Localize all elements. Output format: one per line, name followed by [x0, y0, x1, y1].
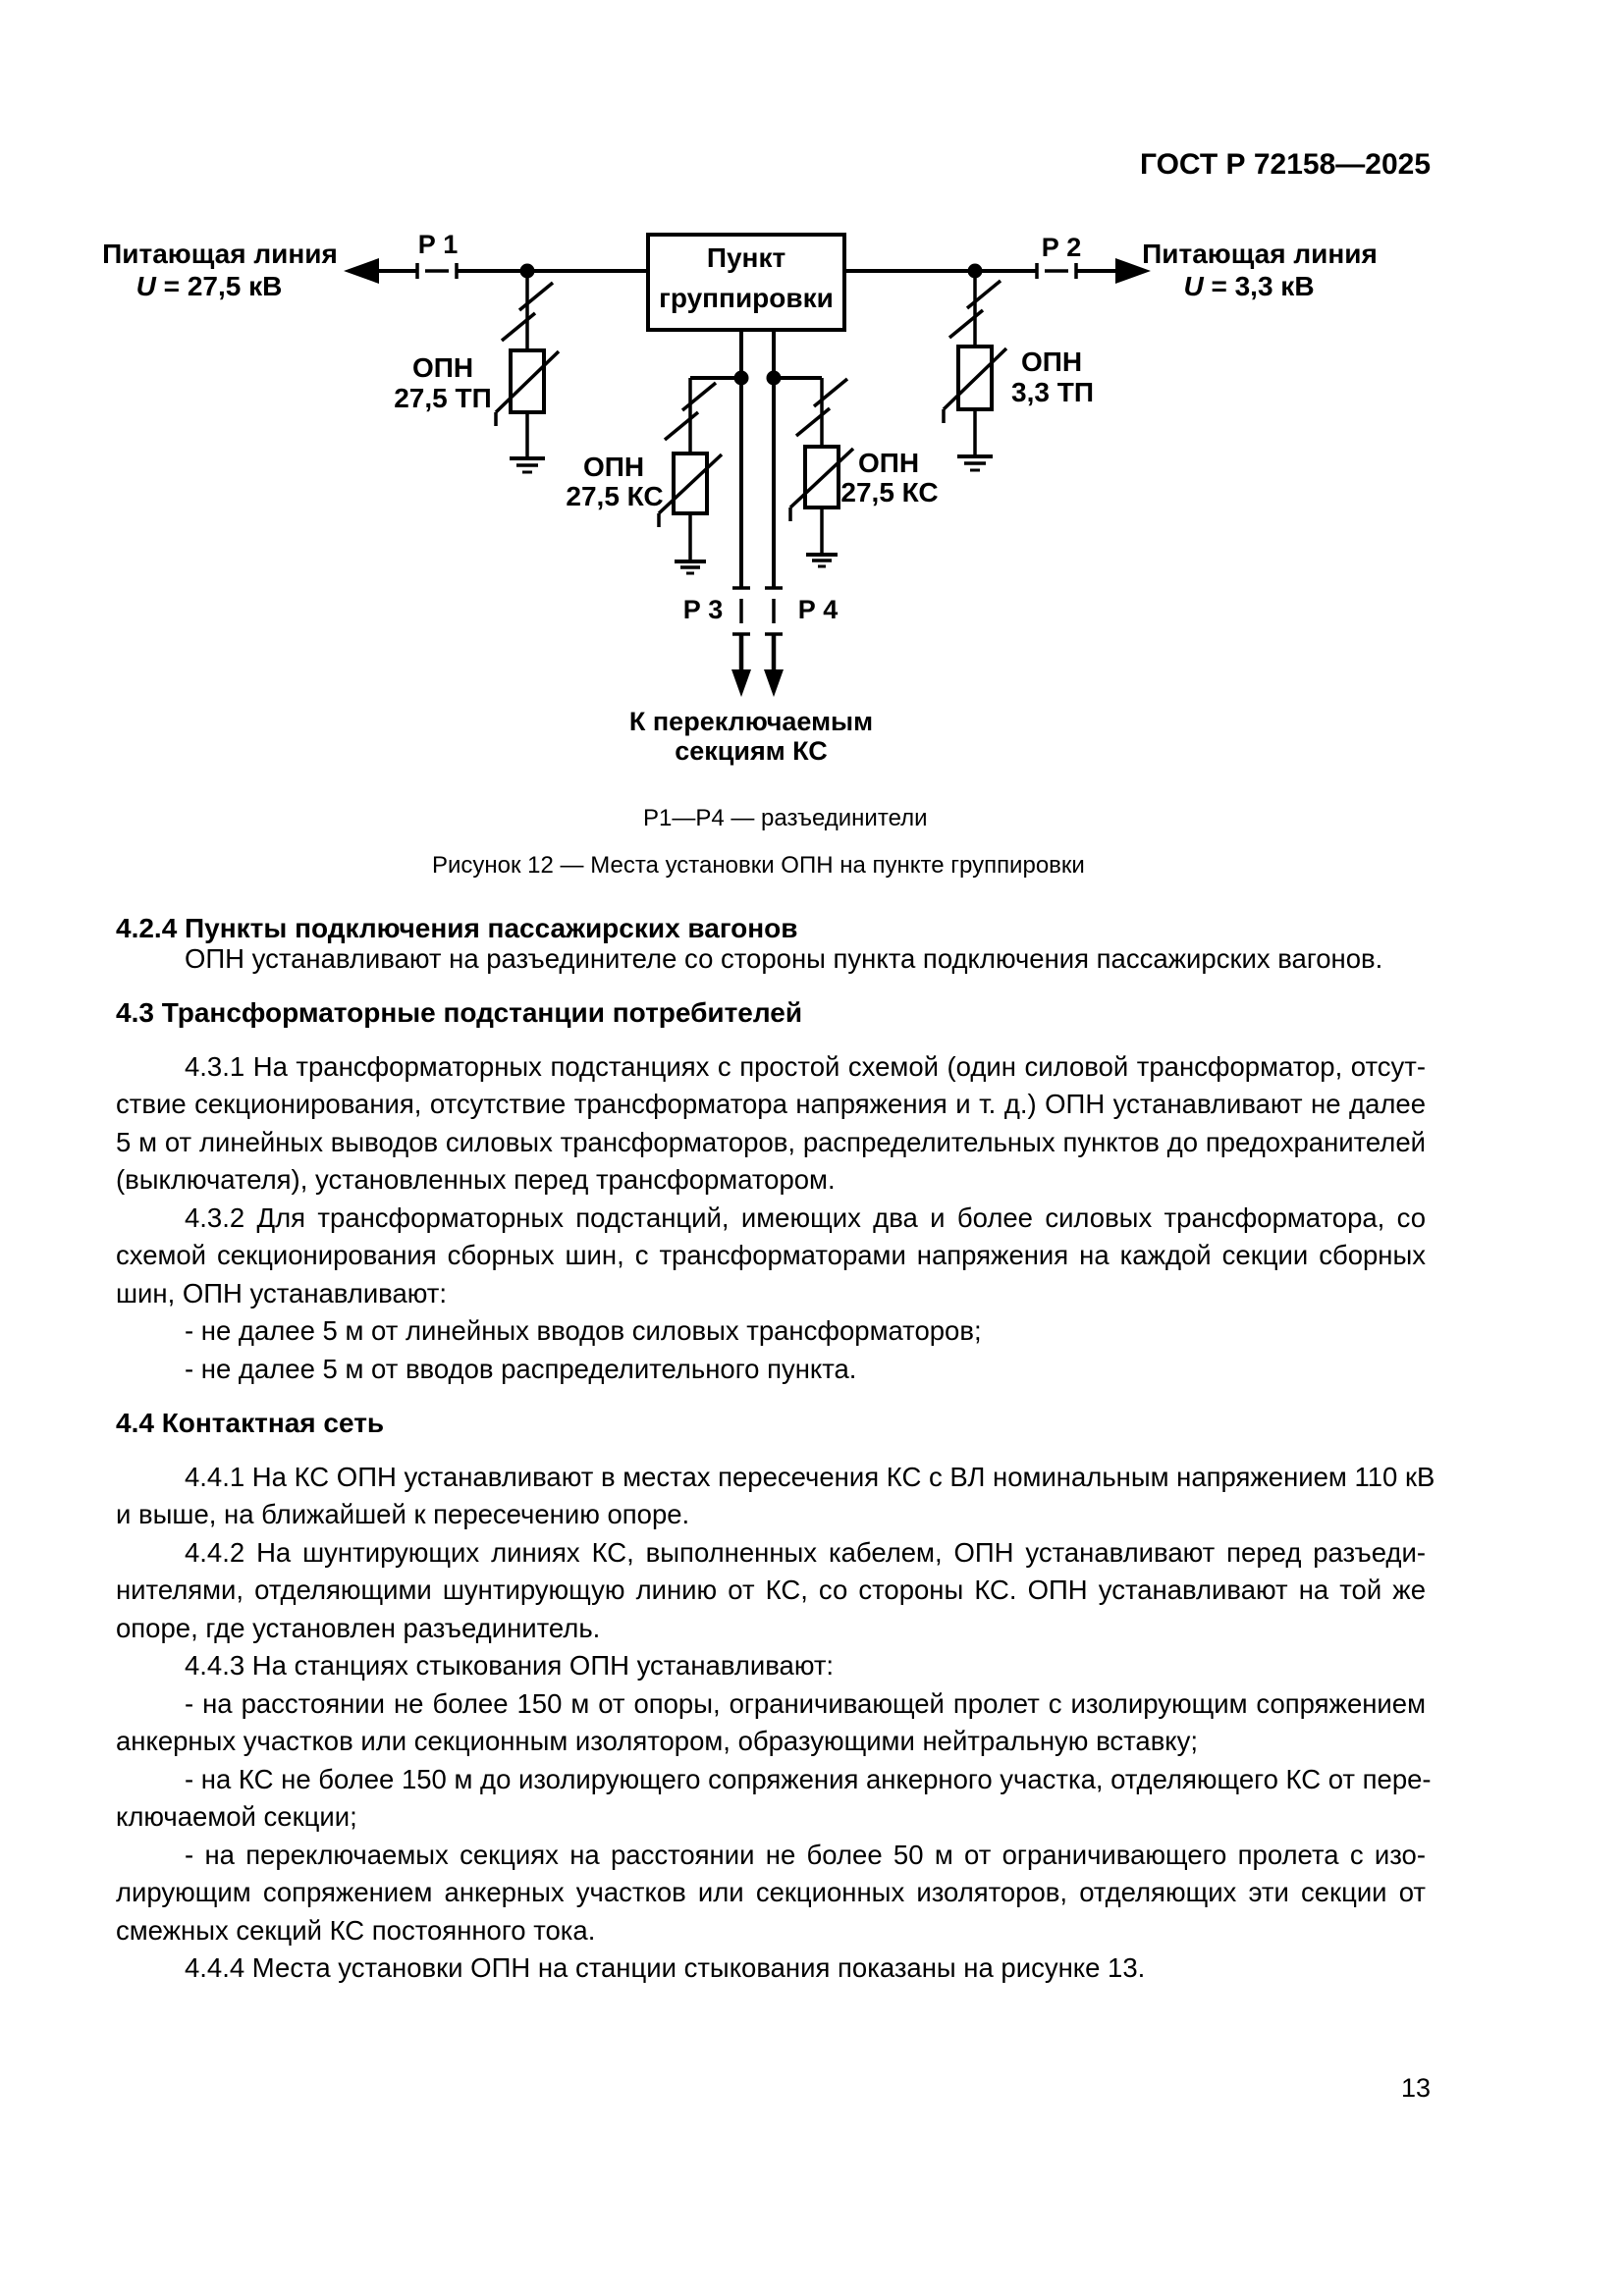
ground-icon: [957, 456, 993, 470]
section-heading: 4.4 Контактная сеть: [116, 1408, 385, 1438]
body-line: - на КС не более 150 м до изолирующего сопряжения анкерного участка, отделяющего КС от пере-: [185, 1763, 1432, 1794]
body-line: ОПН устанавливают на разъединителе со стороны пункта подключения пассажирских вагонов.: [185, 942, 1383, 974]
body-line: ствие секционирования, отсутствие трансформатора напряжения и т. д.) ОПН устанавливают не далее: [116, 1089, 1426, 1119]
figure-legend: Р1—Р4 — разъединители: [643, 805, 928, 831]
feed-right-label-line2: U = 3,3 кВ: [1183, 271, 1315, 301]
arrester-label: 27,5 КС: [566, 481, 664, 511]
document-header: ГОСТ Р 72158—2025: [1139, 148, 1431, 181]
body-line: нителями, отделяющими шунтирующую линию от КС, со стороны КС. ОПН устанавливают на той же: [116, 1575, 1426, 1605]
body-line: (выключателя), установленных перед трансформатором.: [116, 1164, 836, 1195]
paragraph: [116, 940, 1426, 979]
disconnector-p4-label: Р 4: [797, 595, 839, 624]
paragraph: [116, 1534, 1426, 1648]
body-line: и выше, на ближайшей к пересечению опоре.: [116, 1499, 690, 1529]
paragraph: [116, 1949, 1426, 1988]
body-line: - на переключаемых секциях на расстоянии не более 50 м от ограничивающего пролета с изо-: [185, 1839, 1426, 1870]
feed-arrow-left-icon: [344, 258, 379, 284]
body-line: опоре, где установлен разъединитель.: [116, 1612, 601, 1643]
arrester-label: ОПН: [411, 352, 474, 383]
arrester-opn-27-5-kc-right: [790, 378, 939, 566]
body-line: ключаемой секции;: [116, 1801, 357, 1832]
section-arrow-left-icon: [731, 669, 751, 697]
grouping-point-label-line1: Пункт: [706, 242, 786, 273]
page-number: 13: [1400, 2073, 1431, 2103]
section-heading: 4.3 Трансформаторные подстанции потребителей: [116, 997, 803, 1028]
feed-left-label-line1: Питающая линия: [102, 239, 338, 269]
grouping-point-label-line2: группировки: [659, 283, 834, 313]
paragraph: [116, 1685, 1426, 1761]
body-line: - не далее 5 м от вводов распределительного пункта.: [185, 1353, 857, 1384]
paragraph: [116, 1200, 1426, 1313]
arrester-label: ОПН: [582, 452, 645, 482]
grouping-point-box: [648, 235, 844, 330]
to-sections-label-line1: К переключаемым: [628, 707, 874, 736]
body-line: 4.4.3 На станциях стыкования ОПН устанавливают:: [185, 1650, 835, 1681]
body-text: [116, 910, 1435, 1988]
body-line: - не далее 5 м от линейных вводов силовых трансформаторов;: [185, 1315, 982, 1346]
feed-line-right: [844, 258, 1151, 284]
section-heading: 4.2.4 Пункты подключения пассажирских вагонов: [116, 913, 798, 943]
section-feeders: [690, 330, 822, 697]
arrester-label: ОПН: [1020, 347, 1083, 377]
paragraph: [116, 1312, 1426, 1351]
body-line: 4.4.2 На шунтирующих линиях КС, выполненных кабелем, ОПН устанавливают перед разъеди-: [185, 1536, 1426, 1568]
arrester-opn-3-3-tp: [944, 271, 1094, 470]
body-line: смежных секций КС постоянного тока.: [116, 1914, 596, 1946]
paragraph: [116, 1837, 1426, 1950]
body-line: 5 м от линейных выводов силовых трансформаторов, распределительных пунктов до предохранителей: [116, 1126, 1426, 1157]
arrester-label: ОПН: [857, 448, 920, 478]
to-sections-label-line2: секциям КС: [675, 736, 828, 766]
body-line: шин, ОПН устанавливают:: [116, 1277, 448, 1308]
ground-icon: [806, 555, 838, 566]
body-line: 4.3.2 Для трансформаторных подстанций, имеющих два и более силовых трансформатора, со: [185, 1201, 1426, 1233]
arrester-label: 27,5 КС: [840, 477, 939, 507]
arrester-label: 3,3 ТП: [1011, 377, 1094, 407]
arrester-label: 27,5 ТП: [394, 383, 492, 413]
disconnector-p3-label: Р 3: [682, 595, 724, 624]
figure-12-diagram: [0, 0, 1624, 795]
arrester-opn-27-5-tp: [394, 271, 559, 472]
disconnector-p2-label: Р 2: [1041, 233, 1082, 262]
paragraph: [116, 1761, 1432, 1837]
disconnector-p1-label: Р 1: [417, 230, 459, 259]
ground-icon: [510, 458, 545, 472]
paragraph: [116, 1459, 1435, 1534]
paragraph: [116, 1647, 1426, 1685]
section-arrow-right-icon: [764, 669, 784, 697]
body-line: 4.4.4 Места установки ОПН на станции стыкования показаны на рисунке 13.: [185, 1952, 1146, 1983]
feed-left-label-line2: U = 27,5 кВ: [135, 271, 283, 301]
feed-line-left: [344, 258, 648, 284]
figure-caption: Рисунок 12 — Места установки ОПН на пункте группировки: [432, 852, 1085, 879]
body-line: лирующим сопряжением анкерных участков или секционных изоляторов, отделяющих эти секции от: [116, 1877, 1426, 1907]
paragraph: [116, 1351, 1426, 1389]
paragraph: [116, 1048, 1426, 1200]
body-line: схемой секционирования сборных шин, с трансформаторами напряжения на каждой секции сборных: [116, 1240, 1426, 1270]
feed-right-label-line1: Питающая линия: [1142, 239, 1378, 269]
body-line: 4.4.1 На КС ОПН устанавливают в местах пересечения КС с ВЛ номинальным напряжением 110 кВ: [185, 1461, 1435, 1492]
ground-icon: [675, 561, 706, 573]
body-line: анкерных участков или секционным изолятором, образующими нейтральную вставку;: [116, 1726, 1199, 1756]
arrester-opn-27-5-kc-left: [566, 378, 722, 573]
body-line: 4.3.1 На трансформаторных подстанциях с простой схемой (один силовой трансформатор, отсут-: [185, 1050, 1426, 1082]
body-line: - на расстоянии не более 150 м от опоры, ограничивающей пролет с изолирующим сопряжением: [185, 1687, 1426, 1719]
